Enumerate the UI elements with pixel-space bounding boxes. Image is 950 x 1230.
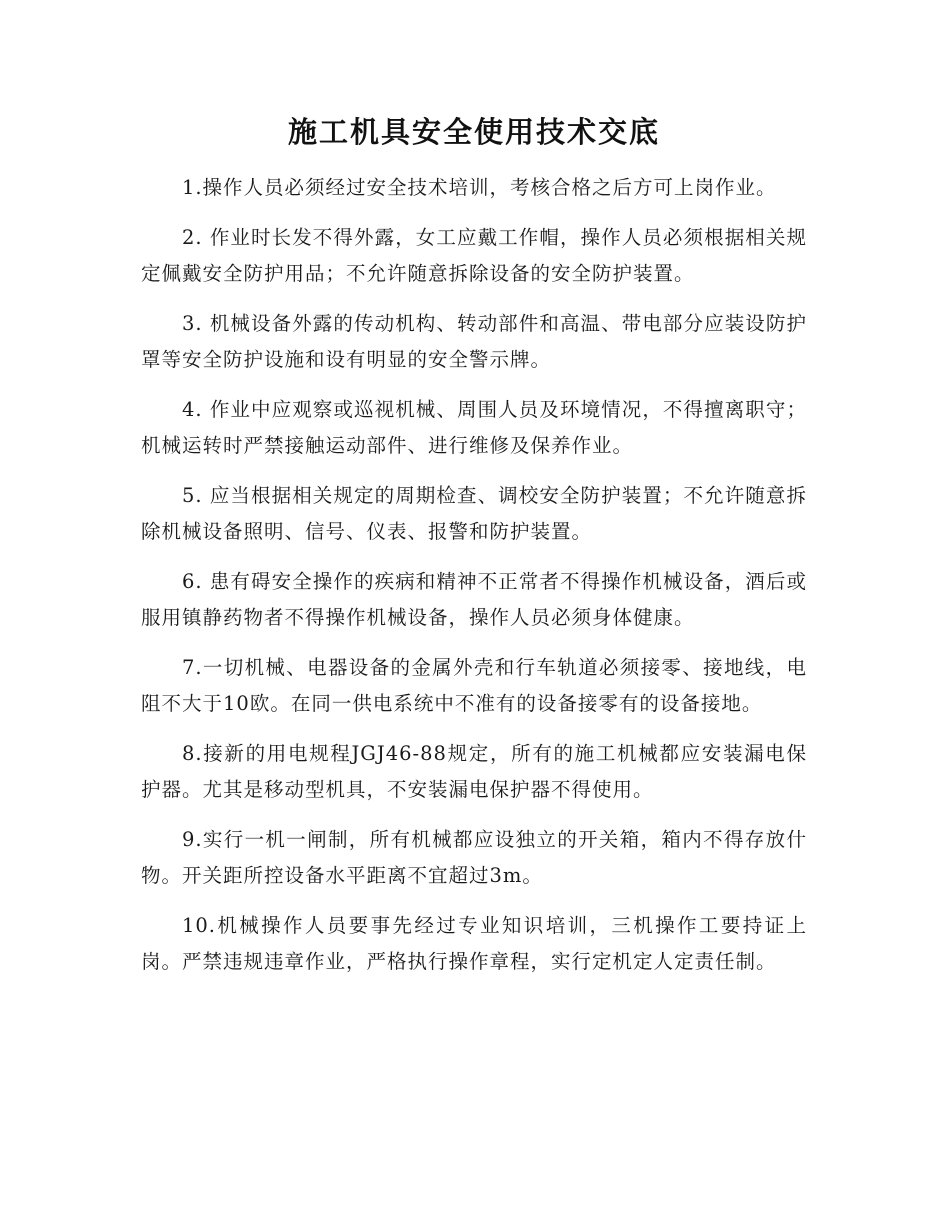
paragraph-8: 8.接新的用电规程JGJ46-88规定，所有的施工机械都应安装漏电保护器。尤其是移动型机具，不安装漏电保护器不得使用。	[141, 742, 807, 801]
paragraph-3: 3. 机械设备外露的传动机构、转动部件和高温、带电部分应装设防护罩等安全防护设施和设有明显的安全警示牌。	[141, 312, 807, 371]
paragraph-5: 5. 应当根据相关规定的周期检查、调校安全防护装置；不允许随意拆除机械设备照明、信号、仪表、报警和防护装置。	[141, 484, 807, 543]
document-page	[141, 108, 807, 994]
paragraph-6: 6. 患有碍安全操作的疾病和精神不正常者不得操作机械设备，酒后或服用镇静药物者不得操作机械设备，操作人员必须身体健康。	[141, 570, 807, 629]
paragraph-1: 1.操作人员必须经过安全技术培训，考核合格之后方可上岗作业。	[181, 176, 777, 199]
paragraph-10: 10.机械操作人员要事先经过专业知识培训，三机操作工要持证上岗。严禁违规违章作业，严格执行操作章程，实行定机定人定责任制。	[141, 914, 807, 973]
paragraph-2: 2. 作业时长发不得外露，女工应戴工作帽，操作人员必须根据相关规定佩戴安全防护用品；不允许随意拆除设备的安全防护装置。	[141, 226, 807, 285]
paragraph-9: 9.实行一机一闸制，所有机械都应设独立的开关箱，箱内不得存放什物。开关距所控设备水平距离不宜超过3m。	[141, 828, 807, 887]
document-title: 施工机具安全使用技术交底	[287, 115, 660, 149]
paragraph-7: 7.一切机械、电器设备的金属外壳和行车轨道必须接零、接地线，电阻不大于10欧。在同一供电系统中不准有的设备接零有的设备接地。	[141, 656, 807, 715]
paragraph-4: 4. 作业中应观察或巡视机械、周围人员及环境情况，不得擅离职守；机械运转时严禁接触运动部件、进行维修及保养作业。	[141, 398, 807, 457]
